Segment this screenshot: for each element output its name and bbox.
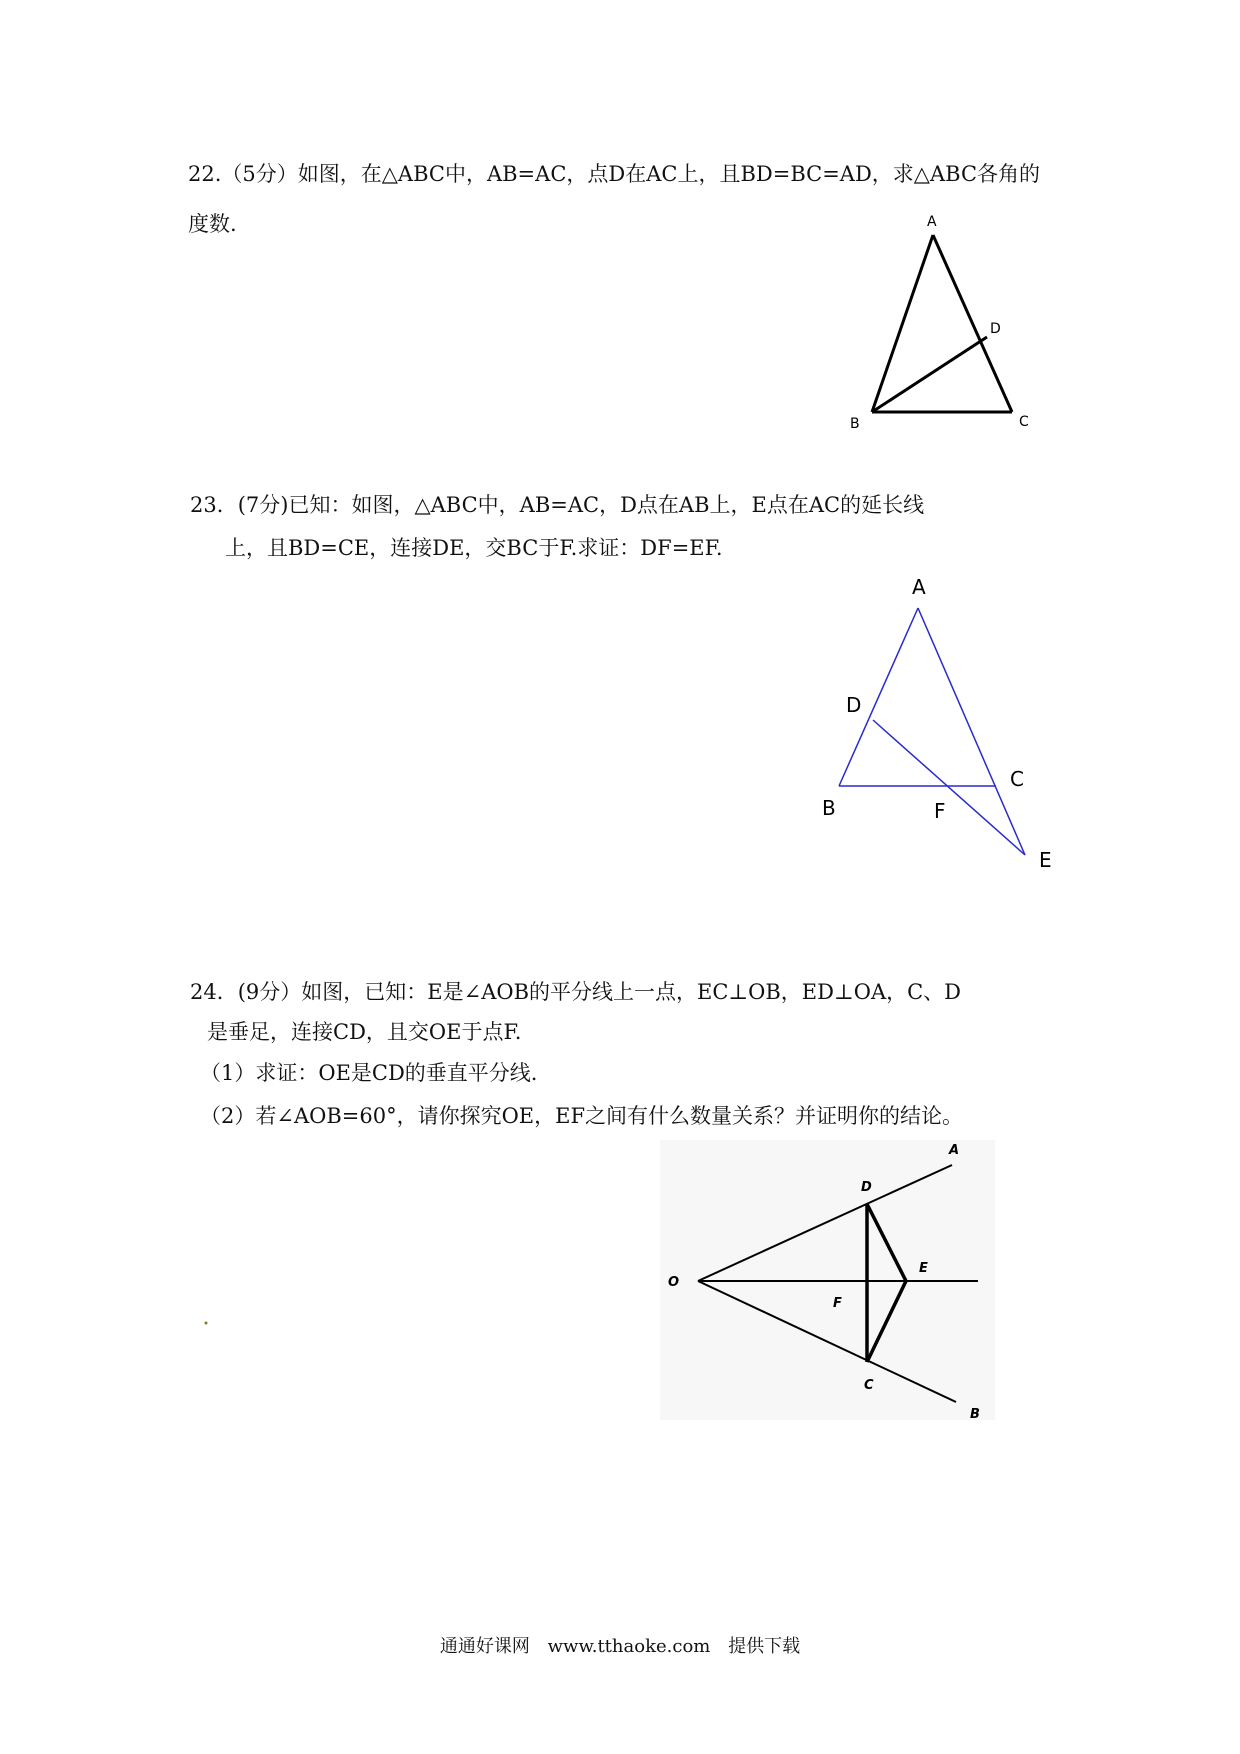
q23-label-f: F (934, 799, 946, 823)
footer-suffix: 提供下载 (728, 1636, 801, 1657)
q23-line1: 23．(7分)已知：如图，△ABC中，AB=AC，D点在AB上，E点在AC的延长线 (190, 493, 925, 517)
q22-label-c: C (1019, 414, 1029, 430)
q24-label-e: E (919, 1261, 928, 1276)
q23-line2: 上，且BD=CE，连接DE，交BC于F.求证：DF=EF. (225, 536, 723, 560)
footer-site-name: 通通好课网 (439, 1636, 530, 1657)
scan-speck (205, 1322, 208, 1325)
q24-label-f: F (833, 1296, 842, 1311)
q23-label-b: B (822, 796, 836, 820)
q23-label-e: E (1039, 848, 1052, 872)
q22-line1: 22.（5分）如图，在△ABC中，AB=AC，点D在AC上，且BD=BC=AD，求△ABC各角的 (188, 162, 1041, 186)
page-footer (0, 1635, 1240, 1659)
q24-label-a: A (949, 1143, 960, 1158)
q24-part2: （2）若∠AOB=60°，请你探究OE，EF之间有什么数量关系？并证明你的结论。 (200, 1104, 964, 1128)
q24-part1: （1）求证：OE是CD的垂直平分线. (200, 1061, 538, 1085)
q22-label-a: A (927, 214, 937, 230)
q24-line2: 是垂足，连接CD，且交OE于点F. (207, 1020, 522, 1044)
footer-url[interactable]: www.tthaoke.com (547, 1636, 711, 1657)
q24-label-d: D (861, 1180, 872, 1195)
q22-label-b: B (850, 416, 860, 432)
q24-label-b: B (970, 1407, 980, 1422)
q23-label-a: A (912, 575, 926, 599)
q22-label-d: D (990, 321, 1001, 337)
q24-label-o: O (668, 1275, 680, 1290)
q24-line1: 24．(9分）如图，已知：E是∠AOB的平分线上一点，EC⊥OB，ED⊥OA，C、D (190, 980, 962, 1004)
q22-line2: 度数. (188, 212, 237, 236)
q24-label-c: C (864, 1378, 874, 1393)
q23-label-c: C (1010, 767, 1024, 791)
q23-label-d: D (846, 693, 862, 717)
q23-triangle (839, 608, 1025, 855)
